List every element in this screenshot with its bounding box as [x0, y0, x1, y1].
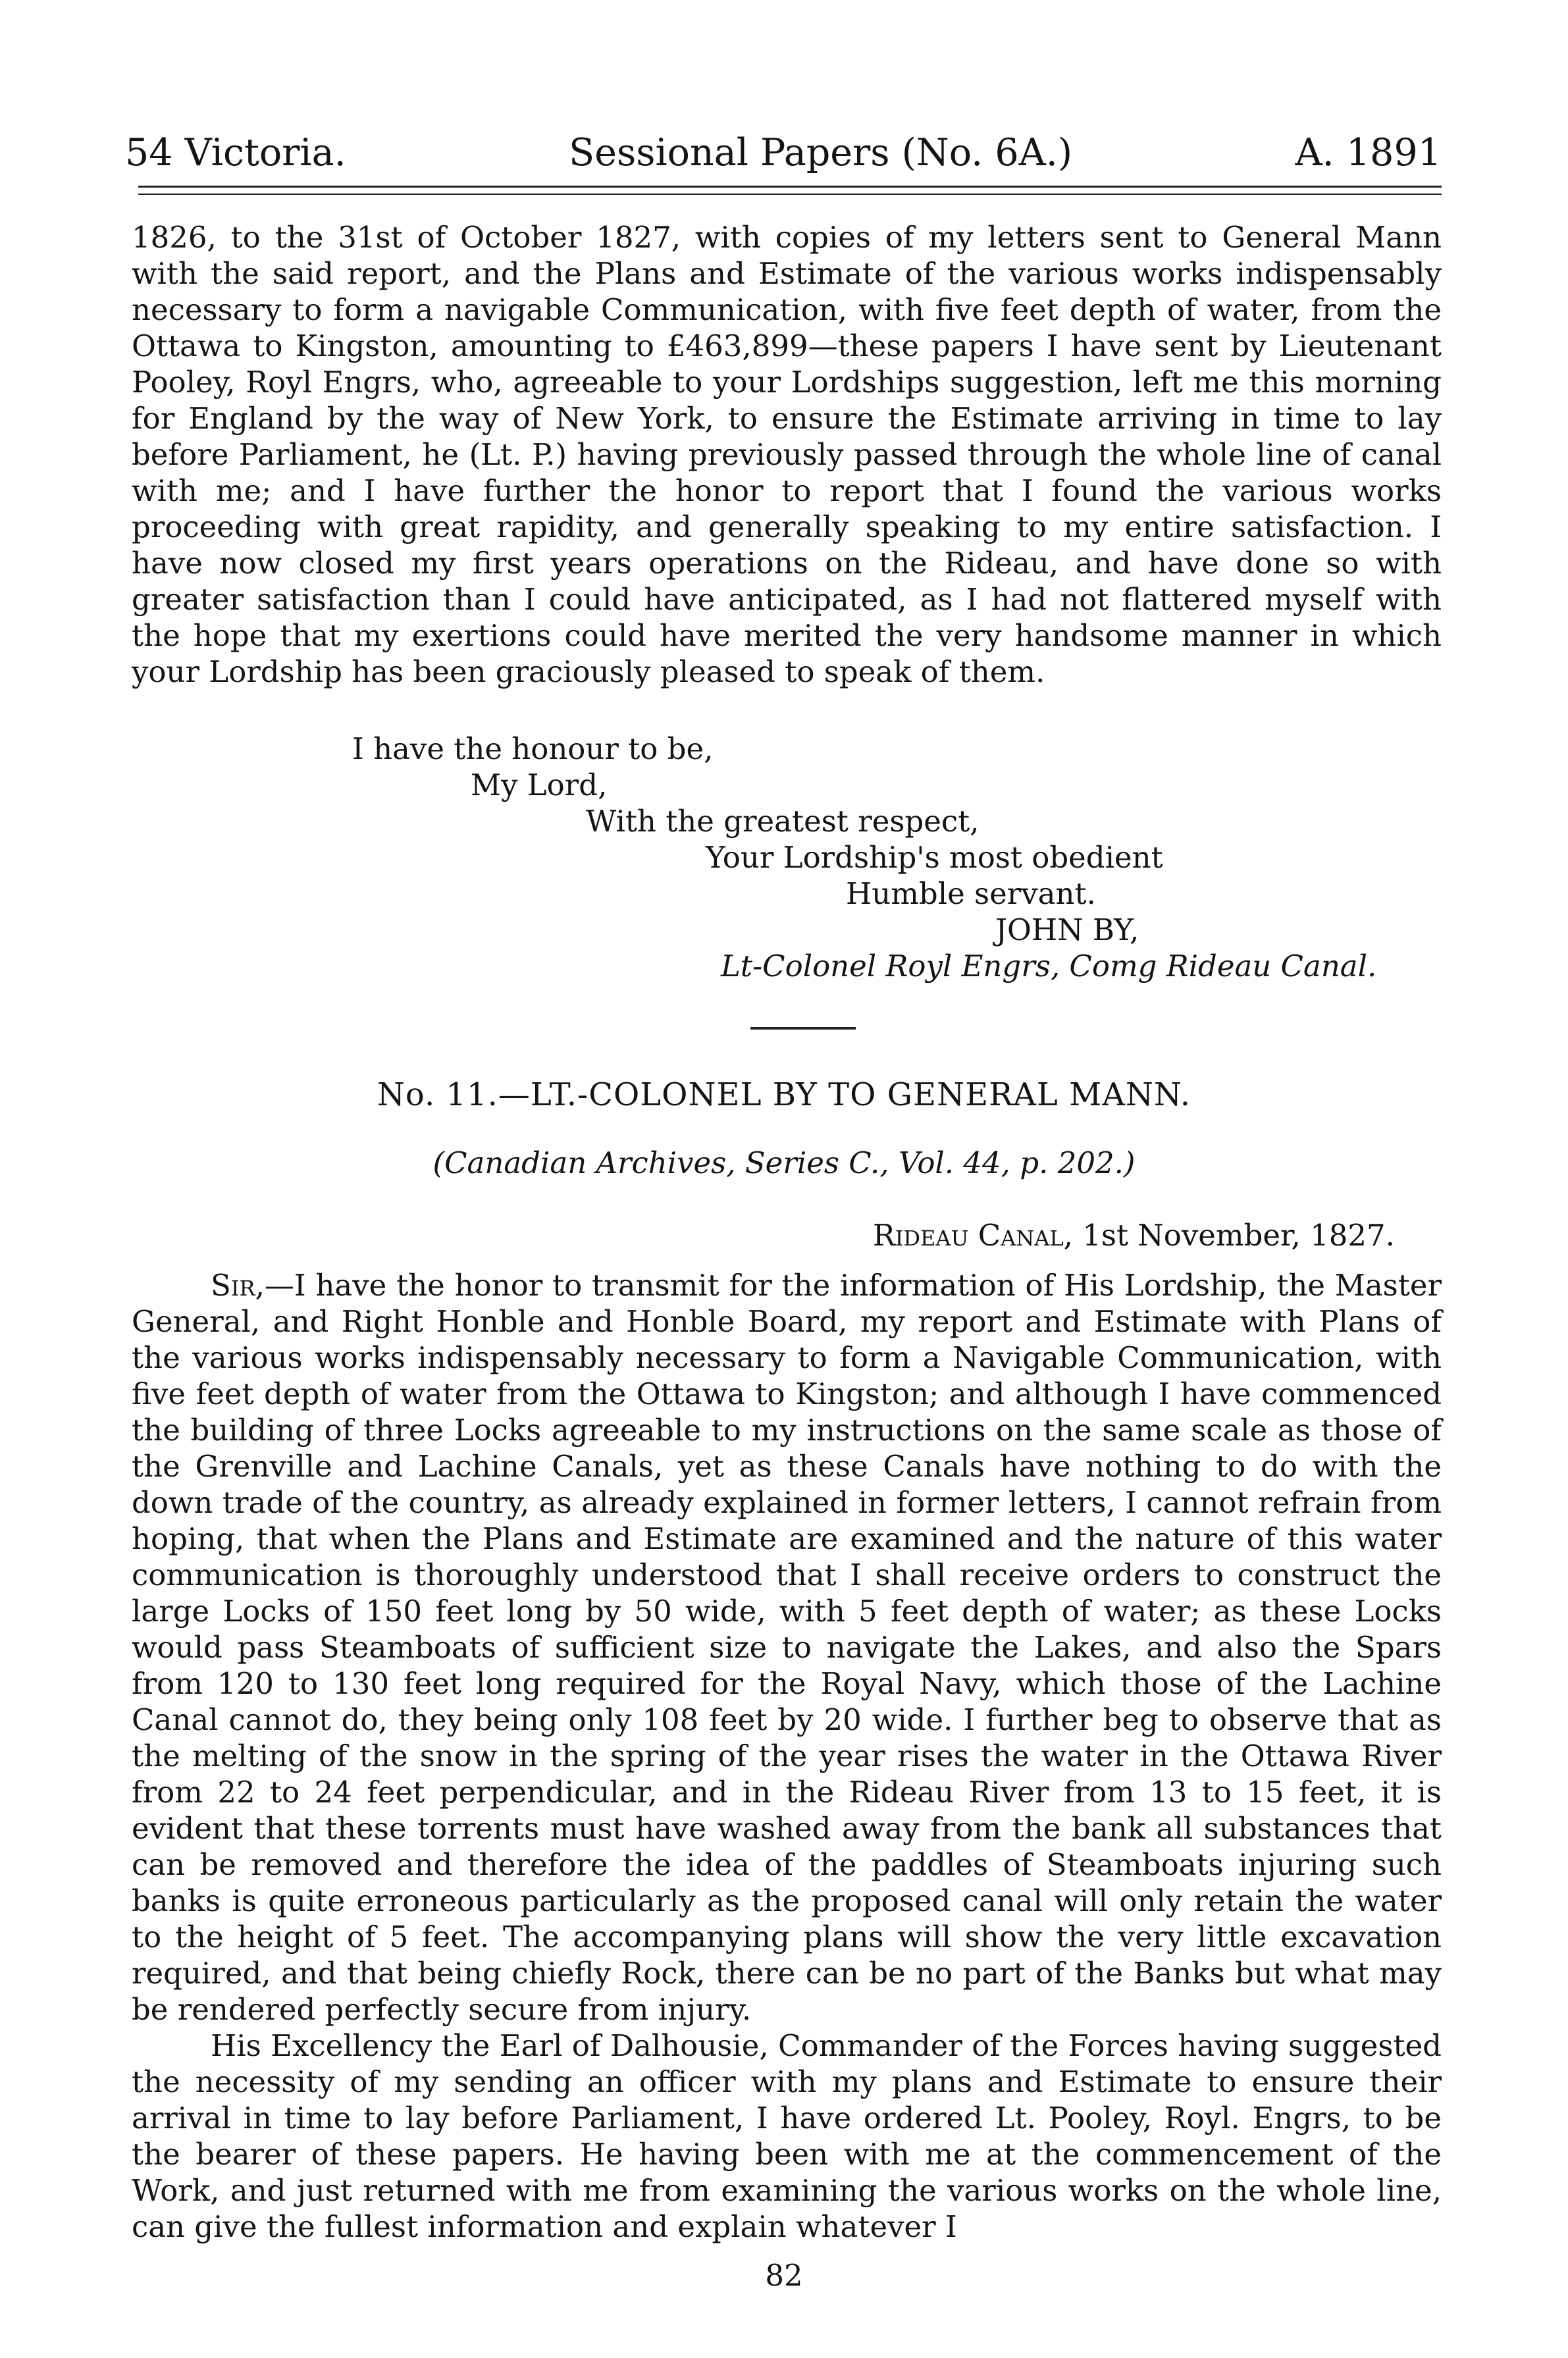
- page-number: 82: [765, 2258, 803, 2293]
- letter2-salutation: Sir: [211, 1268, 255, 1303]
- running-header: [125, 102, 1442, 174]
- header-volume: 54 Victoria.: [125, 131, 346, 174]
- header-year: A. 1891: [1295, 131, 1442, 174]
- letter2-place: Rideau Canal: [872, 1218, 1064, 1253]
- closing-line-2: My Lord,: [471, 768, 608, 802]
- header-rule-bottom: [138, 194, 1442, 195]
- closing-line-5: Humble servant.: [846, 876, 1096, 911]
- letter2-source: (Canadian Archives, Series C., Vol. 44, p. 202.): [432, 1145, 1136, 1180]
- header-series: Sessional Papers (No. 6A.): [569, 131, 1073, 174]
- letter2-dateline: [873, 1218, 1395, 1253]
- letter1-body: 1826, to the 31st of October 1827, with copies of my letters sent to General Mann with the said report, and the Plans and Estimate of the various works indispensably necessary to form a navigable Communication, with five feet depth of water, from the Ottawa to Kingston, amounting to £463,899—these papers I have sent by Lieutenant Pooley, Royl Engrs, who, agreeable to your Lordships suggestion, left me this morning for England by the way of New York, to ensure the Estimate arriving in time to lay before Parliament, he (Lt. P.) having previously passed through the whole line of canal with me; and I have further the honor to report that I found the various works proceeding with great rapidity, and generally speaking to my entire satisfaction. I have now closed my first years operations on the Rideau, and have done so with greater satisfaction than I could have anticipated, as I had not flattered myself with the hope that my exertions could have merited the very handsome manner in which your Lordship has been graciously pleased to speak of them.: [132, 220, 1442, 689]
- letter2-paragraph-1: [132, 1267, 1442, 2028]
- header-rule-top: [138, 186, 1442, 188]
- letter2-paragraph-2: His Excellency the Earl of Dalhousie, Commander of the Forces having suggested the necessity of my sending an officer with my plans and Estimate to ensure their arrival in time to lay before Parliament, I have ordered Lt. Pooley, Royl. Engrs, to be the bearer of these papers. He having been with me at the commencement of the Work, and just returned with me from examining the various works on the whole line, can give the fullest information and explain whatever I: [132, 2028, 1442, 2244]
- letter2-body-block: [132, 1267, 1442, 2245]
- letter1-body-block: [132, 219, 1442, 690]
- closing-line-1: I have the honour to be,: [352, 731, 714, 766]
- signature-title: Lt-Colonel Royl Engrs, Comg Rideau Canal.: [721, 949, 1377, 983]
- section-divider: [750, 1027, 856, 1030]
- letter2-title: No. 11.—LT.-COLONEL BY TO GENERAL MANN.: [377, 1076, 1191, 1113]
- closing-line-3: With the greatest respect,: [586, 804, 980, 839]
- signature-name: JOHN BY,: [995, 912, 1139, 947]
- closing-line-4: Your Lordship's most obedient: [706, 840, 1163, 875]
- letter2-paragraph-1-text: ,—I have the honor to transmit for the information of His Lordship, the Master General, and Right Honble and Honble Board, my report and Estimate with Plans of the various works indispensably necessary to form a Navigable Communication, with five feet depth of water from the Ottawa to Kingston; and although I have commenced the building of three Locks agreeable to my instructions on the same scale as those of the Grenville and Lachine Canals, yet as these Canals have nothing to do with the down trade of the country, as already explained in former letters, I cannot refrain from hoping, that when the Plans and Estimate are examined and the nature of this water communication is thoroughly understood that I shall receive orders to construct the large Locks of 150 feet long by 50 wide, with 5 feet depth of water; as these Locks would pass Steamboats of sufficient size to navigate the Lakes, and also the Spars from 120 to 130 feet long required for the Royal Navy, which those of the Lachine Canal cannot do, they being only 108 feet by 20 wide. I further beg to observe that as the melting of the snow in the spring of the year rises the water in the Ottawa River from 22 to 24 feet perpendicular, and in the Rideau River from 13 to 15 feet, it is evident that these torrents must have washed away from the bank all substances that can be removed and therefore the idea of the paddles of Steamboats injuring such banks is quite erroneous particularly as the proposed canal will only retain the water to the height of 5 feet. The accompanying plans will show the very little excavation required, and that being chiefly Rock, there can be no part of the Banks but what may be rendered perfectly secure from injury.: [132, 1268, 1442, 2027]
- letter2-date: , 1st November, 1827.: [1063, 1218, 1395, 1253]
